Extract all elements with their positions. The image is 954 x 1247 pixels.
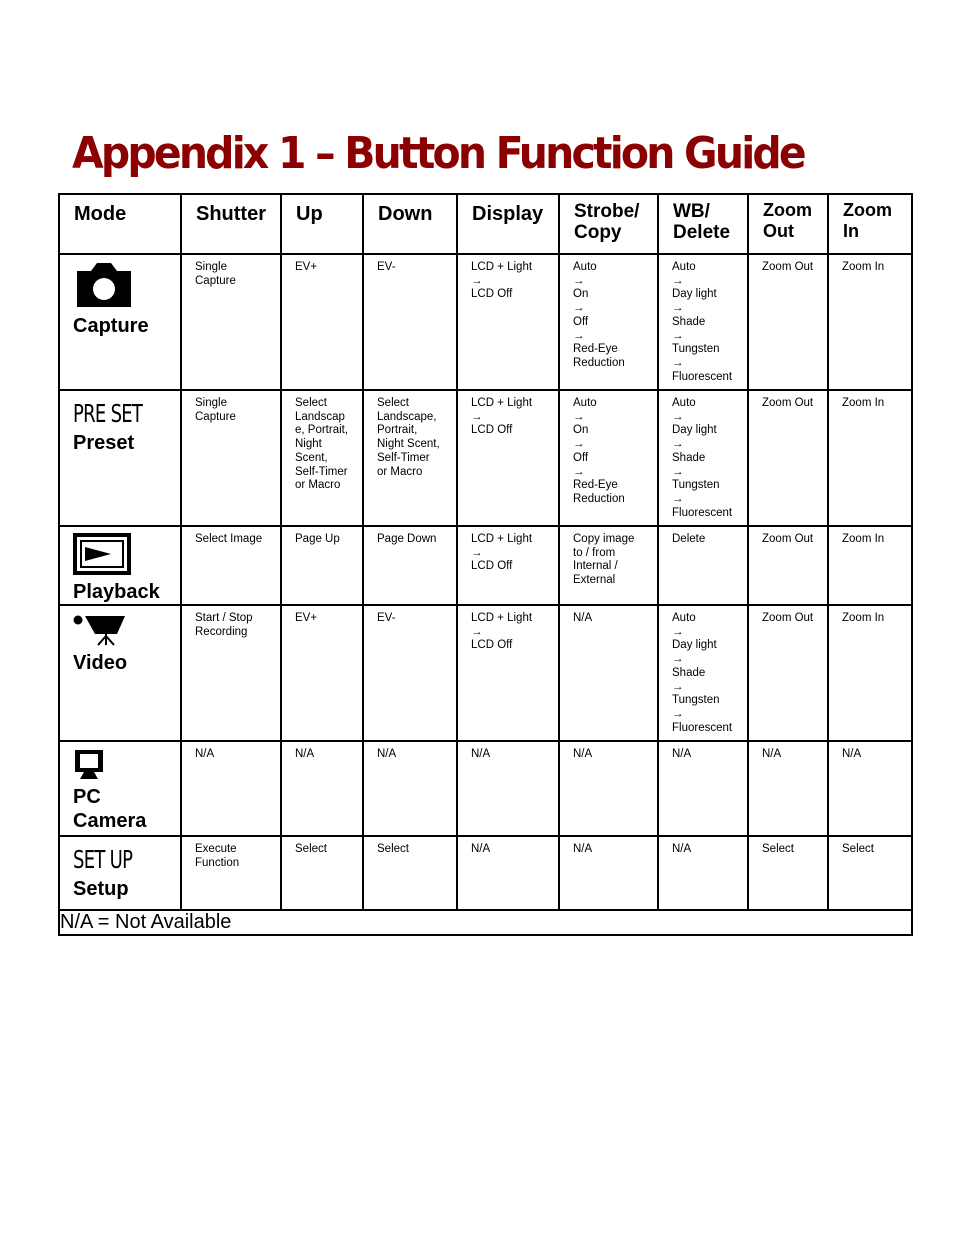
function-cell: LCD + Light → LCD Off: [457, 605, 559, 741]
button-function-table: [58, 193, 913, 936]
function-cell: Start / Stop Recording: [181, 605, 281, 741]
function-cell: Zoom Out: [748, 254, 828, 390]
function-cell: Auto → Day light → Shade → Tungsten → Fluorescent: [658, 390, 748, 526]
function-cell: N/A: [363, 741, 457, 836]
function-cell: Page Up: [281, 526, 363, 605]
function-cell: Page Down: [363, 526, 457, 605]
function-cell: EV+: [281, 605, 363, 741]
monitor-icon: [73, 748, 176, 785]
mode-cell: [59, 526, 181, 605]
function-cell: Zoom In: [828, 254, 912, 390]
function-cell: LCD + Light → LCD Off: [457, 526, 559, 605]
table-row: [59, 254, 912, 390]
header-row: [59, 194, 912, 254]
mode-label: Playback: [73, 581, 160, 603]
function-cell: EV-: [363, 605, 457, 741]
function-cell: Zoom Out: [748, 390, 828, 526]
mode-cell: [59, 836, 181, 910]
mode-label: Setup: [73, 878, 129, 900]
function-cell: Single Capture: [181, 390, 281, 526]
mode-cell: [59, 254, 181, 390]
function-cell: Zoom In: [828, 526, 912, 605]
header-mode: Mode: [59, 194, 181, 254]
function-cell: N/A: [559, 741, 658, 836]
mode-cell: [59, 390, 181, 526]
function-cell: Copy image to / from Internal / External: [559, 526, 658, 605]
video-camera-icon: [73, 612, 176, 651]
footnote: N/A = Not Available: [59, 910, 912, 935]
mode-label: Capture: [73, 315, 149, 337]
table-row: [59, 836, 912, 910]
mode-label: PC Camera: [73, 786, 147, 832]
function-cell: Execute Function: [181, 836, 281, 910]
function-cell: Auto → On → Off → Red-Eye Reduction: [559, 254, 658, 390]
function-cell: N/A: [748, 741, 828, 836]
function-cell: Select: [748, 836, 828, 910]
function-cell: N/A: [457, 741, 559, 836]
function-cell: Zoom In: [828, 390, 912, 526]
mode-cell: [59, 605, 181, 741]
function-cell: EV-: [363, 254, 457, 390]
function-cell: Auto → On → Off → Red-Eye Reduction: [559, 390, 658, 526]
table-row: [59, 390, 912, 526]
header-zoom-in: Zoom In: [828, 194, 912, 254]
playback-icon: [73, 533, 176, 580]
function-cell: Select: [281, 836, 363, 910]
header-display: Display: [457, 194, 559, 254]
setup-icon: SET UP: [73, 845, 133, 874]
header-down: Down: [363, 194, 457, 254]
footnote-row: [59, 910, 912, 935]
function-cell: Zoom In: [828, 605, 912, 741]
function-cell: LCD + Light → LCD Off: [457, 254, 559, 390]
function-cell: EV+: [281, 254, 363, 390]
function-cell: Single Capture: [181, 254, 281, 390]
function-cell: Select: [363, 836, 457, 910]
mode-label: Video: [73, 652, 128, 674]
function-cell: Select Landscap e, Portrait, Night Scent, Self-Timer or Macro: [281, 390, 363, 526]
function-cell: Select Image: [181, 526, 281, 605]
table-row: [59, 526, 912, 605]
function-cell: LCD + Light → LCD Off: [457, 390, 559, 526]
header-zoom-out: Zoom Out: [748, 194, 828, 254]
mode-cell: [59, 741, 181, 836]
page-title: Appendix 1 – Button Function Guide: [72, 128, 804, 179]
function-cell: Delete: [658, 526, 748, 605]
table-row: [59, 741, 912, 836]
function-cell: Select: [828, 836, 912, 910]
table-row: [59, 605, 912, 741]
function-cell: Zoom Out: [748, 526, 828, 605]
function-cell: N/A: [559, 605, 658, 741]
header-shutter: Shutter: [181, 194, 281, 254]
function-cell: N/A: [457, 836, 559, 910]
function-cell: N/A: [181, 741, 281, 836]
preset-icon: PRE SET: [73, 399, 143, 428]
header-up: Up: [281, 194, 363, 254]
function-cell: N/A: [828, 741, 912, 836]
header-wb-delete: WB/ Delete: [658, 194, 748, 254]
function-cell: N/A: [658, 836, 748, 910]
function-cell: Select Landscape, Portrait, Night Scent, Self-Timer or Macro: [363, 390, 457, 526]
function-cell: N/A: [559, 836, 658, 910]
function-cell: Zoom Out: [748, 605, 828, 741]
function-cell: N/A: [281, 741, 363, 836]
function-cell: N/A: [658, 741, 748, 836]
camera-icon: [73, 261, 176, 314]
mode-label: Preset: [73, 432, 135, 454]
function-cell: Auto → Day light → Shade → Tungsten → Fluorescent: [658, 605, 748, 741]
header-strobe-copy: Strobe/ Copy: [559, 194, 658, 254]
function-cell: Auto → Day light → Shade → Tungsten → Fluorescent: [658, 254, 748, 390]
